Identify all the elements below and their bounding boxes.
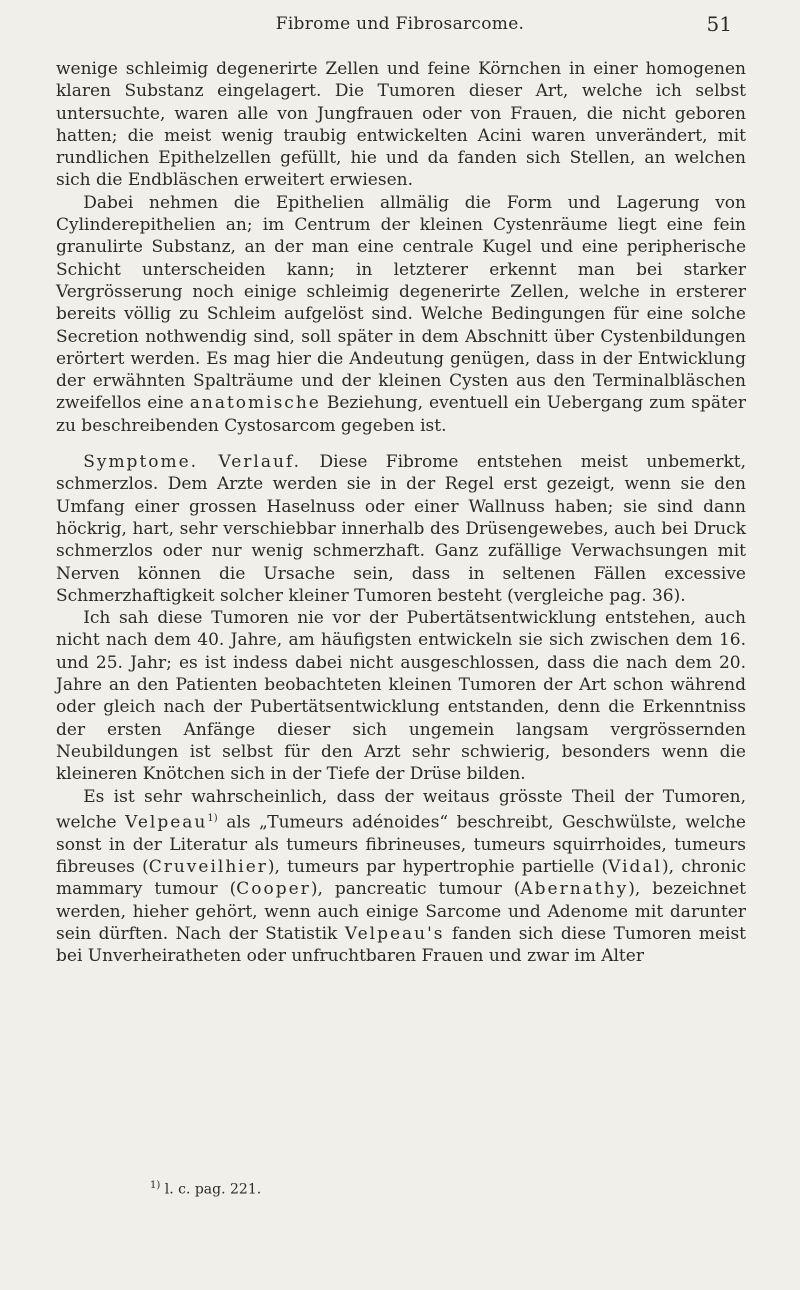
section-heading-symptome: Symptome. Verlauf. [83, 452, 302, 473]
page-number: 51 [706, 12, 732, 36]
paragraph-2-text: Dabei nehmen die Epithelien allmälig die Form und Lagerung von Cylinderepithelien an; im Centrum der kleinen Cystenräume liegt eine fein granulirte Substanz, an der man eine centrale Kugel und eine peripherische Schicht unterscheiden kann; in letzterer erkennt man bei starker Vergrösserung noch einige schleimig degenerirte Zellen, welche in ersterer bereits völlig zu Schleim aufgelöst sind. Welche Bedingungen für eine solche Secretion nothwendig sind, soll später in dem Abschnitt über Cystenbildungen erörtert werden. Es mag hier die Andeutung genügen, dass in der Entwicklung der erwähnten Spalträume und der kleinen Cysten aus den Terminalbläschen zweifellos eine [56, 192, 746, 414]
author-velpeau: Velpeau [125, 812, 208, 833]
paragraph-5-e: ), pancreatic tumour ( [310, 879, 521, 900]
author-velpeau-2: Velpeau's [344, 923, 445, 944]
running-title: Fibrome und Fibrosarcome. [275, 14, 525, 34]
footnote-marker: 1) [150, 1180, 161, 1191]
paragraph-5-d: ), chronic mammary tumour ( [56, 857, 746, 900]
paragraph-1: wenige schleimig degenerirte Zellen und feine Körnchen in einer homogenen klaren Substanz eingelagert. Die Tumoren dieser Art, welche ich selbst untersuchte, waren alle von Jungfrauen oder von Frauen, die nicht geboren hatten; die meist wenig traubig entwickelten Acini waren unverändert, mit rundlichen Epithelzellen gefüllt, hie und da fanden sich Stellen, an welchen sich die Endbläschen erweitert erwiesen. [56, 59, 746, 191]
page-header [60, 14, 740, 44]
paragraph-5-a: Es ist sehr wahrscheinlich, dass der weitaus grösste Theil der Tumoren, welche [56, 786, 746, 833]
footnote [150, 1180, 261, 1198]
emphasis-anatomische: anatomische [189, 393, 321, 414]
paragraph-5-g: fanden sich diese Tumoren meist bei Unverheiratheten oder unfruchtbaren Frauen und zwar im Alter [56, 923, 747, 967]
footnote-ref: 1) [207, 812, 218, 824]
author-cruveilhier: Cruveilhier [148, 857, 268, 878]
author-cooper: Cooper [236, 879, 311, 900]
paragraph-3-text: Diese Fibrome entstehen meist unbemerkt, schmerzlos. Dem Arzte werden sie in der Regel erst gezeigt, wenn sie den Umfang einer grossen Haselnuss oder einer Wallnuss haben; sie sind dann höckrig, hart, sehr verschiebbar innerhalb des Drüsengewebes, auch bei Druck schmerzlos oder nur wenig schmerzhaft. Ganz zufällige Verwachsungen mit Nerven können die Ursache sein, dass in seltenen Fällen excessive Schmerzhaftigkeit solcher kleiner Tumoren besteht (vergleiche pag. 36). [56, 452, 746, 606]
footnote-text: l. c. pag. 221. [164, 1181, 262, 1198]
paragraph-5 [56, 786, 746, 968]
paragraph-5-b: als „Tumeurs adénoides“ beschreibt, Geschwülste, welche sonst in der Literatur als tumeurs fibrineuses, tumeurs squirrhoides, tumeurs fibreuses ( [56, 812, 746, 878]
paragraph-5-c: ), tumeurs par hypertrophie partielle ( [267, 857, 609, 878]
author-vidal: Vidal [608, 857, 662, 878]
paragraph-4: Ich sah diese Tumoren nie vor der Pubertätsentwicklung entstehen, auch nicht nach dem 40. Jahre, am häufigsten entwickeln sie sich zwischen dem 16. und 25. Jahr; es ist indess dabei nicht ausgeschlossen, dass die nach dem 20. Jahre an den Patienten beobachteten kleinen Tumoren der Art schon während oder gleich nach der Pubertätsentwicklung entstanden, denn die Erkenntniss der ersten Anfänge dieser sich ungemein langsam vergrössernden Neubildungen ist selbst für den Arzt sehr schwierig, besonders wenn die kleineren Knötchen sich in der Tiefe der Drüse bilden. [56, 608, 746, 785]
paragraph-5-f: ), bezeichnet werden, hieher gehört, wenn auch einige Sarcome und Adenome mit darunter sein dürften. Nach der Statistik [56, 879, 746, 944]
paragraph-2 [56, 192, 746, 437]
author-abernathy: Abernathy [520, 879, 629, 900]
paragraph-3 [56, 451, 746, 607]
body-text [56, 58, 746, 968]
paragraph-2-tail: Beziehung, eventuell ein Uebergang zum später zu beschreibenden Cystosarcom gegeben ist. [56, 393, 746, 436]
